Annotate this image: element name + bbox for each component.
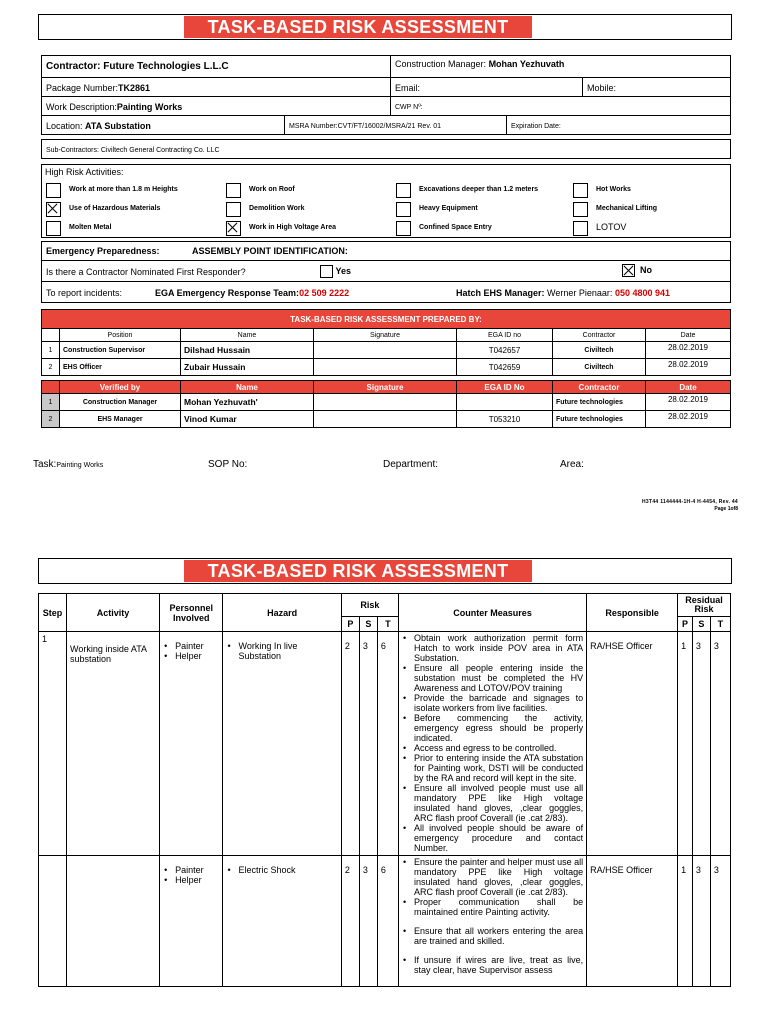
high-risk-label: Work on Roof: [249, 186, 295, 193]
hazard-cell: [223, 632, 341, 856]
table-header-cell: Verified by: [59, 380, 181, 394]
table-header-cell: Date: [645, 380, 731, 394]
measure-item: • Obtain work authorization permit form Hatch to work inside POV area in ATA Substation.: [402, 633, 583, 663]
table-cell-position: EHS Officer: [59, 358, 181, 376]
high-risk-item: [221, 181, 391, 200]
table-cell-date: 28.02.2019: [645, 393, 731, 411]
table-cell-position: EHS Manager: [59, 410, 181, 428]
high-risk-item: [568, 181, 731, 200]
high-risk-checkbox[interactable]: [46, 202, 61, 217]
table-cell-sig: [313, 410, 457, 428]
table-row: [39, 856, 731, 987]
cm-cell: Construction Manager: Mohan Yezhuvath: [390, 55, 731, 78]
table-cell-contractor: Civiltech: [552, 341, 646, 359]
high-risk-checkbox[interactable]: [226, 202, 241, 217]
cwp-cell: CWP Nº:: [390, 96, 731, 116]
high-risk-checkbox[interactable]: [396, 183, 411, 198]
contractor-value: Future Technologies L.L.C: [103, 61, 229, 72]
contractor-cell: Contractor: Future Technologies L.L.C: [41, 55, 391, 78]
hatch-phone: 050 4800 941: [614, 288, 670, 298]
th-responsible: Responsible: [587, 594, 678, 632]
residual-p: 1: [678, 632, 693, 856]
table-row: [39, 632, 731, 856]
email-cell: Email:: [390, 77, 583, 97]
table-header-cell: Date: [645, 328, 731, 342]
activity-cell: [67, 856, 160, 987]
table-cell-date: 28.02.2019: [645, 341, 731, 359]
high-risk-label: Heavy Equipment: [419, 205, 478, 212]
high-risk-grid: [41, 181, 731, 238]
table-header-cell: Signature: [313, 380, 457, 394]
high-risk-label: High Risk Activities:: [45, 167, 124, 177]
measure-item: • Before commencing the activity, emergency egress should be properly indicated.: [402, 713, 583, 743]
risk-p: 2: [341, 856, 359, 987]
measure-item: • Provide the barricade and signages to isolate workers from live facilities.: [402, 693, 583, 713]
prepared-title: TASK-BASED RISK ASSESSMENT PREPARED BY:: [41, 309, 731, 329]
ega-team-phone: 02 509 2222: [299, 288, 350, 298]
table-cell-n: 1: [41, 393, 60, 411]
measure-item: • Prior to entering inside the ATA substation for Painting work, DSTI will be conducted by the RA and record will kept in the site.: [402, 753, 583, 783]
table-cell-name: Mohan Yezhuvath': [180, 393, 314, 411]
measure-item: • Ensure that all workers entering the area are trained and skilled.: [402, 926, 583, 946]
subcontractors-cell: Sub-Contractors: Civiltech General Contracting Co. LLC: [41, 139, 731, 159]
emergency-row: Emergency Preparedness: ASSEMBLY POINT IDENTIFICATION:: [41, 241, 731, 261]
personnel-cell: [160, 856, 223, 987]
risk-p: 2: [341, 632, 359, 856]
high-risk-label: Confined Space Entry: [419, 224, 492, 231]
table-header-cell: Contractor: [552, 328, 646, 342]
table-cell-n: 1: [41, 341, 60, 359]
risk-t: 6: [377, 632, 398, 856]
th-residual: Residual Risk: [678, 594, 731, 617]
high-risk-label: Work in High Voltage Area: [249, 224, 336, 231]
high-risk-item: [221, 219, 391, 238]
table-cell-n: 2: [41, 410, 60, 428]
high-risk-item: [391, 200, 568, 219]
table-cell-id: T042657: [456, 341, 553, 359]
personnel-item: • Painter: [163, 641, 219, 651]
mobile-cell: Mobile:: [582, 77, 731, 97]
table-cell-name: Dilshad Hussain: [180, 341, 314, 359]
step-cell: [39, 856, 67, 987]
no-checkbox[interactable]: [622, 264, 635, 277]
report-row: To report incidents: EGA Emergency Response Team:02 509 2222 Hatch EHS Manager: Werner Pienaar: 050 4800 941: [41, 281, 731, 303]
responsible-cell: RA/HSE Officer: [587, 856, 678, 987]
table-cell-sig: [313, 341, 457, 359]
high-risk-label: Hot Works: [596, 186, 631, 193]
measure-item: • Ensure all people entering inside the substation must be completed the HV Awareness and LOTOV/POV training: [402, 663, 583, 693]
page-number: Page 1of8: [714, 506, 738, 512]
table-cell-date: 28.02.2019: [645, 410, 731, 428]
measure-item: • Access and egress to be controlled.: [402, 743, 583, 753]
table-subheader-row: P S T P S T: [39, 617, 731, 632]
table-cell-id: T042659: [456, 358, 553, 376]
high-risk-item: [568, 219, 731, 238]
residual-t: 3: [710, 632, 730, 856]
personnel-cell: [160, 632, 223, 856]
table-cell-contractor: Future technologies: [552, 410, 646, 428]
table-header-cell: Contractor: [552, 380, 646, 394]
activity-cell: Working inside ATA substation: [67, 632, 160, 856]
high-risk-label: Excavations deeper than 1.2 meters: [419, 186, 539, 193]
high-risk-checkbox[interactable]: [396, 221, 411, 236]
measure-item: • All involved people should be aware of emergency procedure and contact Number.: [402, 823, 583, 853]
th-step: Step: [39, 594, 67, 632]
th-hazard: Hazard: [223, 594, 341, 632]
work-cell: Work Description:Painting Works: [41, 96, 391, 116]
high-risk-label: Mechanical Lifting: [596, 205, 658, 212]
table-cell-n: 2: [41, 358, 60, 376]
high-risk-checkbox[interactable]: [573, 202, 588, 217]
location-cell: Location: ATA Substation: [41, 115, 285, 135]
high-risk-label: Demolition Work: [249, 205, 305, 212]
yes-checkbox[interactable]: [320, 265, 333, 278]
high-risk-checkbox[interactable]: [46, 183, 61, 198]
hazard-cell: [223, 856, 341, 987]
hazard-item: • Electric Shock: [226, 865, 337, 875]
residual-p: 1: [678, 856, 693, 987]
high-risk-item: [41, 181, 221, 200]
msra-cell: MSRA Number:CVT/FT/16002/MSRA/21 Rev. 01: [284, 115, 507, 135]
risk-t: 6: [377, 856, 398, 987]
measure-item: • Ensure the painter and helper must use all mandatory PPE like High voltage insulated hand gloves, ,clear goggles, ARC flash proof Coverall (ie .cat 2/83).: [402, 857, 583, 897]
measures-cell: [398, 632, 586, 856]
table-cell-position: Construction Manager: [59, 393, 181, 411]
table-cell-date: 28.02.2019: [645, 358, 731, 376]
assembly-point: ASSEMBLY POINT IDENTIFICATION:: [192, 246, 348, 256]
hazard-item: • Working In live Substation: [226, 641, 337, 661]
table-cell-id: T053210: [456, 410, 553, 428]
step-cell: 1: [39, 632, 67, 856]
table-cell-sig: [313, 393, 457, 411]
high-risk-label: Work at more than 1.8 m Heights: [69, 186, 178, 193]
msra-value: CVT/FT/16002/MSRA/21 Rev. 01: [337, 123, 441, 130]
personnel-item: • Helper: [163, 875, 219, 885]
cm-value: Mohan Yezhuvath: [488, 59, 565, 69]
table-cell-name: Zubair Hussain: [180, 358, 314, 376]
measure-item: • If unsure if wires are live, treat as live, stay clear, have Supervisor assess: [402, 955, 583, 975]
measures-cell: [398, 856, 586, 987]
package-cell: Package Number:TK2861: [41, 77, 391, 97]
table-header-cell: Name: [180, 328, 314, 342]
page-title-2: TASK-BASED RISK ASSESSMENT: [184, 560, 532, 582]
residual-t: 3: [710, 856, 730, 987]
expiry-cell: Expiration Date:: [506, 115, 731, 135]
table-cell-name: Vinod Kumar: [180, 410, 314, 428]
personnel-item: • Painter: [163, 865, 219, 875]
package-value: TK2861: [118, 83, 151, 93]
table-header-cell: Signature: [313, 328, 457, 342]
personnel-item: • Helper: [163, 651, 219, 661]
table-header-cell: [41, 380, 60, 394]
page-title: TASK-BASED RISK ASSESSMENT: [184, 16, 532, 38]
high-risk-label: Use of Hazardous Materials: [69, 205, 161, 212]
table-cell-position: Construction Supervisor: [59, 341, 181, 359]
high-risk-checkbox[interactable]: [226, 221, 241, 236]
high-risk-checkbox[interactable]: [573, 221, 588, 236]
high-risk-item: [391, 219, 568, 238]
residual-s: 3: [692, 856, 710, 987]
location-value: ATA Substation: [85, 121, 151, 131]
table-cell-id: [456, 393, 553, 411]
measure-item: • Proper communication shall be maintained entire Painting activity.: [402, 897, 583, 917]
high-risk-label: Molten Metal: [69, 224, 112, 231]
doc-reference: H3T44 1144444-1H-4 H-4454, Rev. 44: [642, 499, 738, 505]
table-header-cell: Name: [180, 380, 314, 394]
high-risk-checkbox[interactable]: [226, 183, 241, 198]
high-risk-item: [568, 200, 731, 219]
risk-table: [38, 593, 731, 987]
table-header-cell: [41, 328, 60, 342]
table-cell-contractor: Future technologies: [552, 393, 646, 411]
risk-s: 3: [359, 632, 377, 856]
risk-s: 3: [359, 856, 377, 987]
table-header-cell: EGA ID no: [456, 328, 553, 342]
subcontractors-value: Civiltech General Contracting Co. LLC: [100, 147, 220, 154]
high-risk-checkbox[interactable]: [396, 202, 411, 217]
high-risk-checkbox[interactable]: [46, 221, 61, 236]
th-risk: Risk: [341, 594, 398, 617]
residual-s: 3: [692, 632, 710, 856]
table-cell-sig: [313, 358, 457, 376]
table-cell-contractor: Civiltech: [552, 358, 646, 376]
footer-line: Task:Painting Works SOP No: Department: Area:: [33, 459, 584, 470]
th-personnel: Personnel Involved: [160, 594, 223, 632]
high-risk-item: [41, 200, 221, 219]
high-risk-item: [391, 181, 568, 200]
high-risk-item: [221, 200, 391, 219]
table-header-row: [39, 594, 731, 617]
measure-item: • Ensure all involved people must use all mandatory PPE like High voltage insulated hand gloves, ,clear goggles, ARC flash proof Coverall (ie .cat 2/83).: [402, 783, 583, 823]
responsible-cell: RA/HSE Officer: [587, 632, 678, 856]
high-risk-item: [41, 219, 221, 238]
work-value: Painting Works: [116, 102, 183, 112]
high-risk-checkbox[interactable]: [573, 183, 588, 198]
table-header-cell: Position: [59, 328, 181, 342]
th-activity: Activity: [67, 594, 160, 632]
th-counter: Counter Measures: [398, 594, 586, 632]
high-risk-label: LOTOV: [596, 222, 627, 232]
responder-row: Is there a Contractor Nominated First Responder? Yes No: [41, 260, 731, 282]
table-header-cell: EGA ID No: [456, 380, 553, 394]
